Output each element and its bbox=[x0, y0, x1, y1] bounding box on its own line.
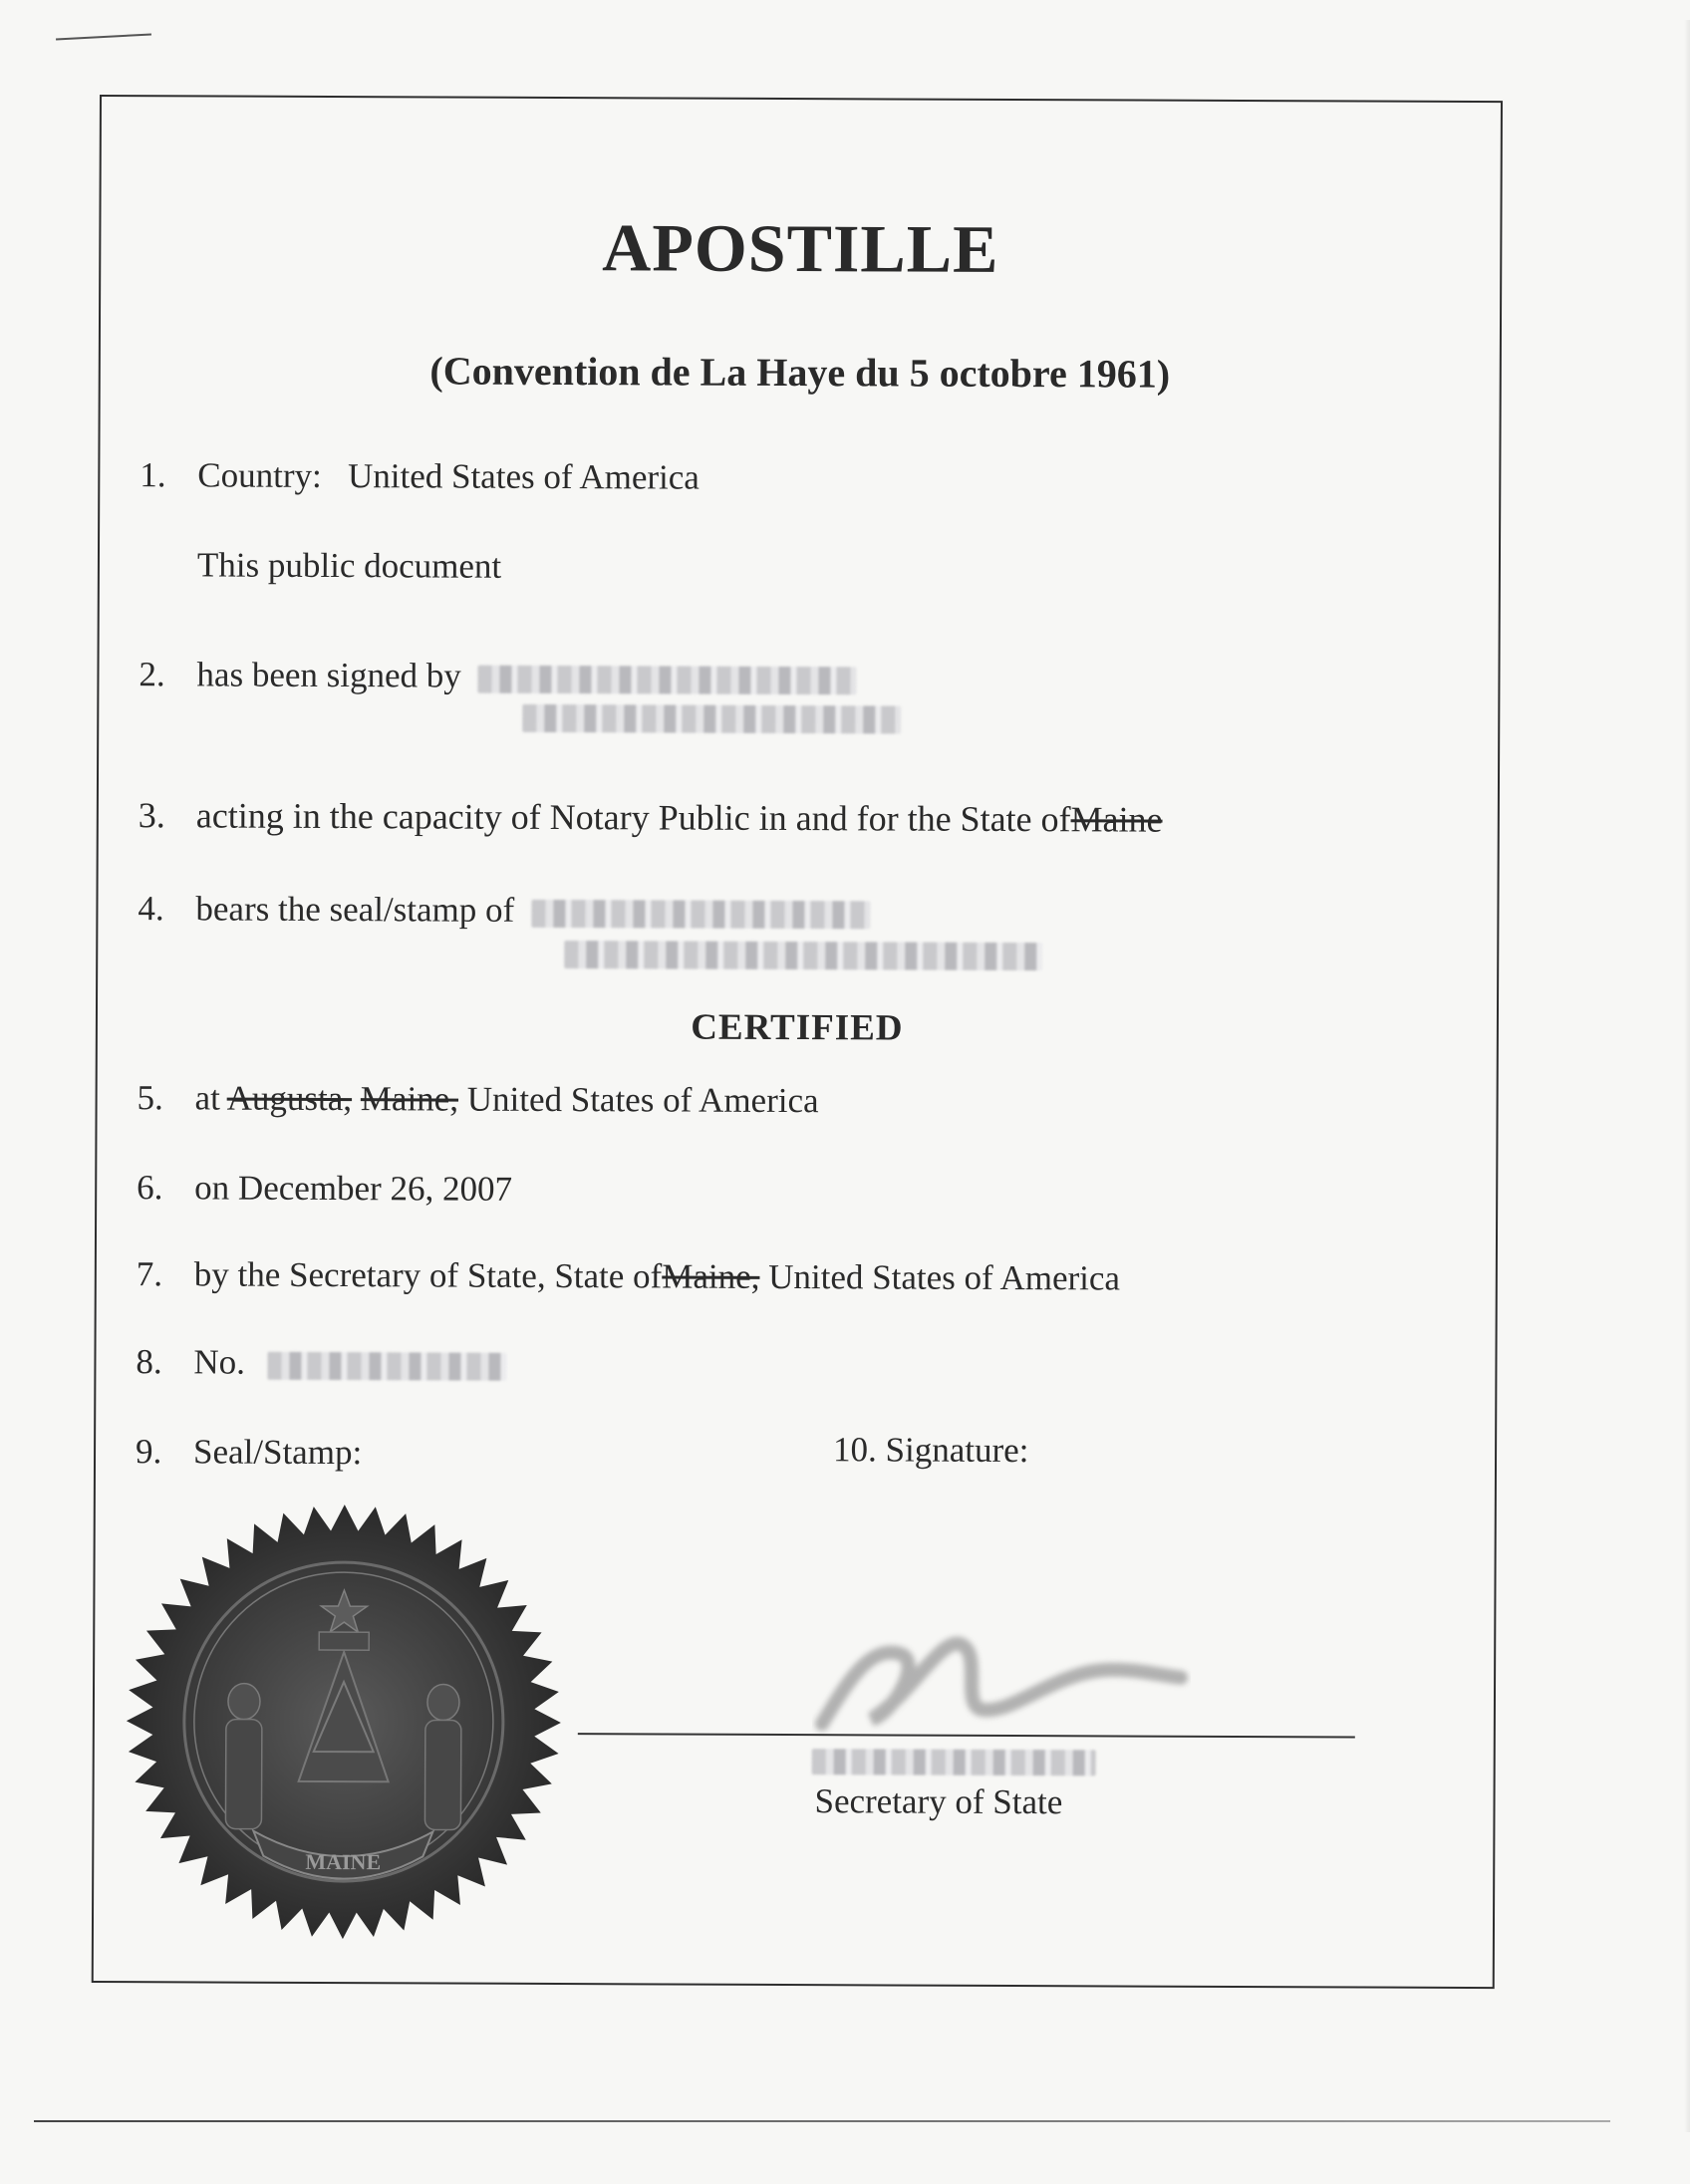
by-text: by the Secretary of State, State of bbox=[193, 1254, 663, 1296]
country-value: United States of America bbox=[347, 456, 700, 497]
struck-state: Maine, bbox=[662, 1256, 760, 1296]
seal-figure-right bbox=[424, 1720, 460, 1829]
no-label: No. bbox=[193, 1342, 246, 1382]
document-title: APOSTILLE bbox=[602, 209, 999, 287]
seal-crest bbox=[319, 1632, 369, 1650]
redacted-block bbox=[564, 941, 1042, 970]
item-number: 3. bbox=[138, 795, 165, 836]
signature-label: Signature: bbox=[885, 1430, 1029, 1471]
item-capacity bbox=[139, 794, 1163, 840]
by-value: United States of America bbox=[768, 1256, 1121, 1298]
at-label: at bbox=[194, 1078, 220, 1118]
redacted-notary-line2 bbox=[564, 941, 1042, 970]
document-subtitle: (Convention de La Haye du 5 octobre 1961) bbox=[429, 348, 1171, 397]
item-seal-of bbox=[138, 889, 870, 932]
public-document-text: This public document bbox=[196, 545, 502, 586]
item-number: 4. bbox=[138, 889, 164, 929]
item-number: 8. bbox=[136, 1342, 162, 1382]
certified-heading: CERTIFIED bbox=[691, 1006, 904, 1049]
item-signature bbox=[833, 1430, 1029, 1471]
capacity-text: acting in the capacity of Notary Public in and for the State of bbox=[195, 795, 1071, 840]
redacted-secretary-name bbox=[812, 1749, 1096, 1775]
redacted-signer-line2 bbox=[522, 704, 901, 734]
item-number-field bbox=[136, 1342, 506, 1384]
signed-by-label: has been signed by bbox=[196, 655, 461, 695]
redacted-apostille-number bbox=[268, 1352, 507, 1381]
redacted-notary-name bbox=[531, 900, 870, 929]
item-number: 1. bbox=[140, 455, 166, 495]
seal-figure-right-head bbox=[427, 1684, 459, 1720]
item-at bbox=[138, 1078, 819, 1121]
seal-figure-left bbox=[225, 1720, 261, 1829]
state-seal bbox=[124, 1502, 564, 1942]
apostille-frame bbox=[92, 95, 1503, 1989]
item-number: 9. bbox=[135, 1432, 162, 1472]
item-seal-stamp bbox=[136, 1432, 362, 1473]
struck-state: Maine bbox=[1070, 799, 1163, 840]
signature-mark bbox=[812, 1614, 1192, 1746]
item-number: 2. bbox=[139, 655, 165, 694]
item-number: 7. bbox=[136, 1254, 163, 1294]
country-label: Country: bbox=[197, 455, 322, 495]
scan-artifact-top bbox=[56, 33, 151, 40]
seal-figure-left-head bbox=[228, 1684, 260, 1720]
signatory-title: Secretary of State bbox=[814, 1781, 1063, 1822]
redacted-block bbox=[812, 1749, 1096, 1775]
item-date bbox=[137, 1168, 512, 1210]
struck-city: Augusta, bbox=[226, 1078, 353, 1119]
scan-edge-shadow bbox=[1684, 20, 1690, 2132]
seal-of-label: bears the seal/stamp of bbox=[195, 889, 515, 930]
item-number: 6. bbox=[137, 1168, 163, 1208]
item-by bbox=[137, 1254, 1120, 1298]
at-value: United States of America bbox=[466, 1079, 819, 1121]
redacted-signer-name bbox=[477, 666, 856, 695]
seal-text: MAINE bbox=[305, 1848, 382, 1875]
item-number: 5. bbox=[137, 1078, 163, 1118]
struck-state: Maine, bbox=[360, 1079, 459, 1119]
redacted-block bbox=[522, 704, 901, 734]
item-number: 10. bbox=[832, 1430, 877, 1470]
scan-artifact-bottom bbox=[34, 2120, 1610, 2122]
item-country bbox=[140, 455, 700, 497]
item-signed-by bbox=[139, 655, 856, 697]
date-value: on December 26, 2007 bbox=[194, 1168, 513, 1209]
seal-stamp-label: Seal/Stamp: bbox=[192, 1432, 363, 1473]
